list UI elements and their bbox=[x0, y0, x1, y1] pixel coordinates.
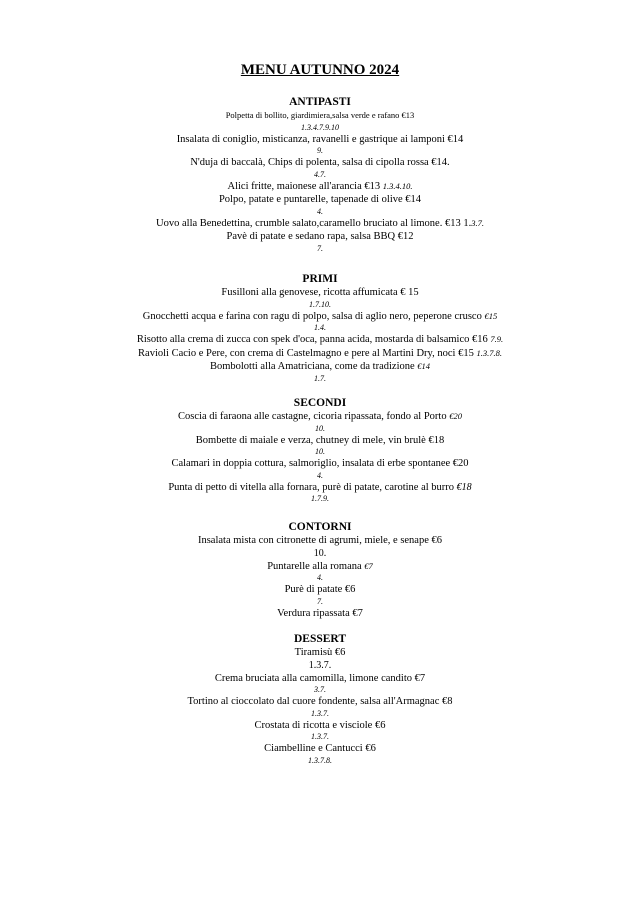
allergens: 1.3.4.7.9.10 bbox=[301, 122, 339, 132]
allergens: 1.7. bbox=[314, 373, 326, 383]
dish-row bbox=[0, 410, 640, 424]
dish: Insalata di coniglio, misticanza, ravanelli e gastrique ai lamponi €14 bbox=[176, 133, 464, 145]
dish: Pavè di patate e sedano rapa, salsa BBQ €12 bbox=[226, 231, 414, 242]
dish-price: €15 bbox=[484, 310, 498, 321]
dish-price: €20 bbox=[449, 411, 462, 421]
allergens: 7.9. bbox=[490, 334, 504, 344]
section-primi bbox=[0, 273, 640, 384]
allergens: 1.3.7. bbox=[308, 659, 332, 671]
allergens: 7. bbox=[317, 243, 323, 253]
dish: Risotto alla crema di zucca con spek d'oca, panna acida, mostarda di balsamico €16 bbox=[136, 334, 488, 345]
dish: Alici fritte, maionese all'arancia €13 bbox=[227, 180, 381, 192]
dish-price: €7 bbox=[364, 560, 373, 571]
section-title: ANTIPASTI bbox=[289, 96, 351, 108]
dish-row bbox=[0, 481, 640, 495]
allergens: 10. bbox=[313, 547, 327, 559]
dish-row bbox=[0, 347, 640, 361]
dish: Calamari in doppia cottura, salmoriglio, insalata di erbe spontanee €20 bbox=[171, 458, 469, 469]
dish-price: €18 bbox=[456, 481, 472, 493]
dish-row bbox=[0, 560, 640, 574]
allergens: 3.7. bbox=[471, 217, 484, 228]
dish: Ciambelline e Cantucci €6 bbox=[264, 743, 376, 754]
section-title: PRIMI bbox=[302, 273, 338, 285]
dish-row bbox=[0, 333, 640, 347]
allergens: 1.7.9. bbox=[311, 494, 329, 503]
dish-price: €14 bbox=[417, 361, 431, 371]
allergens: 1.4. bbox=[314, 323, 326, 332]
dish-row bbox=[0, 217, 640, 231]
section-antipasti bbox=[0, 96, 640, 254]
dish-row bbox=[0, 310, 640, 324]
dish: Gnocchetti acqua e farina con ragu di polpo, salsa di aglio nero, peperone crusco bbox=[142, 310, 482, 322]
dish: Polpetta di bollito, giardimiera,salsa verde e rafano €13 bbox=[225, 110, 415, 120]
section-title: SECONDI bbox=[293, 397, 347, 409]
section-contorni bbox=[0, 521, 640, 620]
dish: Punta di petto di vitella alla fornara, purè di patate, carotine al burro bbox=[168, 481, 455, 493]
dish: Crema bruciata alla camomilla, limone candito €7 bbox=[214, 672, 426, 684]
dish: Tortino al cioccolato dal cuore fondente, salsa all'Armagnac €8 bbox=[187, 696, 453, 707]
allergens: 1.7.10. bbox=[309, 299, 331, 309]
allergens: 4. bbox=[317, 470, 323, 480]
allergens: 1.3.7.8. bbox=[308, 755, 332, 765]
section-title: DESSERT bbox=[293, 633, 346, 645]
dish: Insalata mista con citronette di agrumi, miele, e senape €6 bbox=[197, 535, 443, 546]
section-dessert bbox=[0, 633, 640, 766]
allergens: 4. bbox=[317, 206, 323, 216]
dish: Bombolotti alla Amatriciana, come da tradizione bbox=[209, 361, 415, 372]
section-title: CONTORNI bbox=[288, 521, 352, 533]
dish: Coscia di faraona alle castagne, cicoria ripassata, fondo al Porto bbox=[178, 411, 447, 422]
allergens: 1.3.4.10. bbox=[382, 180, 413, 191]
allergens: 4. bbox=[317, 573, 323, 582]
dish: Fusilloni alla genovese, ricotta affumicata € 15 bbox=[221, 287, 419, 298]
allergens: 4.7. bbox=[314, 169, 326, 179]
dish: Polpo, patate e puntarelle, tapenade di olive €14 bbox=[218, 194, 422, 205]
dish-row bbox=[0, 360, 640, 374]
dish: Uovo alla Benedettina, crumble salato,caramello bruciato al limone. €13 1. bbox=[156, 217, 472, 229]
menu-title: MENU AUTUNNO 2024 bbox=[240, 62, 400, 78]
allergens: 10. bbox=[315, 447, 325, 456]
dish: Verdura ripassata €7 bbox=[277, 607, 363, 619]
dish: Tiramisù €6 bbox=[294, 647, 346, 658]
dish: Ravioli Cacio e Pere, con crema di Castelmagno e pere al Martini Dry, noci €15 bbox=[138, 347, 474, 359]
allergens: 10. bbox=[315, 423, 325, 433]
allergens: 1.3.7. bbox=[311, 732, 329, 741]
allergens: 1.3.7.8. bbox=[476, 347, 502, 358]
dish: Crostata di ricotta e visciole €6 bbox=[254, 719, 386, 731]
dish-row bbox=[0, 180, 640, 194]
allergens: 1.3.7. bbox=[311, 708, 329, 718]
dish: N'duja di baccalà, Chips di polenta, salsa di cipolla rossa €14. bbox=[190, 157, 450, 168]
section-secondi bbox=[0, 397, 640, 504]
dish: Puntarelle alla romana bbox=[267, 560, 362, 572]
allergens: 3.7. bbox=[314, 685, 326, 694]
dish: Bombette di maiale e verza, chutney di mele, vin brulè €18 bbox=[195, 434, 445, 446]
allergens: 7. bbox=[317, 596, 323, 606]
allergens: 9. bbox=[317, 146, 323, 155]
dish: Purè di patate €6 bbox=[284, 584, 356, 595]
